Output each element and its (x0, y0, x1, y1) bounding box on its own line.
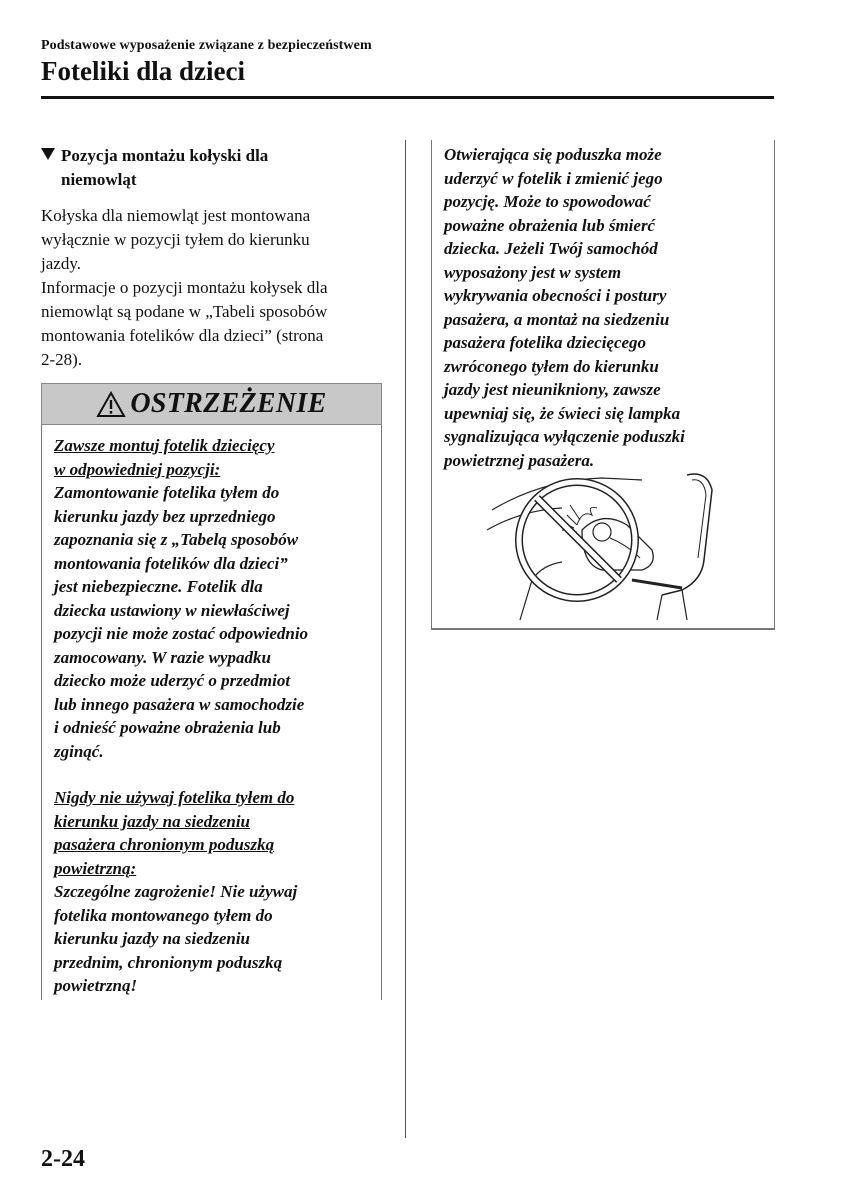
page-title: Foteliki dla dzieci (41, 56, 245, 86)
warning-text-line: Otwierająca się poduszka może (444, 145, 662, 164)
warning-text-line: sygnalizująca wyłączenie poduszki (444, 427, 685, 446)
warning-heading-line: Nigdy nie używaj fotelika tyłem do (54, 788, 295, 807)
warning-heading-line: powietrzną: (54, 858, 137, 878)
text-line: Informacje o pozycji montażu kołysek dla (41, 278, 328, 297)
warning-text-line: montowania fotelików dla dzieci” (54, 553, 288, 573)
page-number: 2-24 (41, 1146, 85, 1172)
warning-text-line: pasażera fotelika dziecięcego (444, 333, 647, 352)
warning-text-line: dziecka ustawiony w niewłaściwej (54, 600, 290, 620)
warning-text-line: jest niebezpieczne. Fotelik dla (54, 577, 263, 596)
paragraph-2 (41, 276, 381, 372)
warning-text-line: uderzyć w fotelik i zmienić jego (444, 168, 663, 188)
warning-heading-line: pasażera chronionym poduszką (54, 835, 275, 854)
warning-text-line: Zamontowanie fotelika tyłem do (54, 483, 280, 502)
text-line: 2-28). (41, 350, 83, 369)
subheading-line-2: niemowląt (61, 170, 137, 189)
subheading (41, 144, 371, 192)
section-label: Podstawowe wyposażenie związane z bezpieczeństwem (41, 38, 372, 53)
warning-text-line: przednim, chronionym poduszką (54, 952, 283, 972)
text-line: jazdy. (41, 254, 81, 273)
warning-box (41, 383, 382, 1000)
warning-title: OSTRZEŻENIE (130, 388, 327, 419)
warning-text-line: lub innego pasażera w samochodzie (54, 694, 305, 714)
text-line: wyłącznie w pozycji tyłem do kierunku (41, 230, 310, 249)
warning-text-line: dziecko może uderzyć o przedmiot (54, 671, 291, 690)
warning-heading-line: w odpowiedniej pozycji: (54, 459, 221, 479)
warning-text-line: zamocowany. W razie wypadku (54, 647, 271, 667)
warning-text-line: zginąć. (54, 741, 104, 761)
warning-text-line: wyposażony jest w system (444, 262, 622, 282)
warning-text-line: kierunku jazdy na siedzeniu (54, 929, 251, 948)
warning-text-line: dziecka. Jeżeli Twój samochód (444, 239, 658, 258)
warning-text-line: kierunku jazdy bez uprzedniego (54, 506, 276, 526)
text-line: montowania fotelików dla dzieci” (strona (41, 326, 324, 345)
warning-text-line: fotelika montowanego tyłem do (54, 905, 273, 925)
warning-text-line: Szczególne zagrożenie! Nie używaj (54, 882, 298, 901)
warning-text-line: zapoznania się z „Tabelą sposobów (54, 530, 299, 549)
warning-text-line: jazdy jest nieunikniony, zawsze (444, 380, 661, 399)
column-divider (405, 140, 406, 1138)
warning-heading-line: Zawsze montuj fotelik dziecięcy (54, 436, 275, 455)
warning-content (42, 425, 381, 998)
warning-text-line: upewniaj się, że świeci się lampka (444, 403, 681, 423)
subheading-line-1: Pozycja montażu kołyski dla (61, 146, 269, 165)
triangle-bullet-icon (41, 148, 55, 160)
warning-text-line: powietrzną! (54, 976, 138, 995)
warning-text-line: poważne obrażenia lub śmierć (444, 215, 656, 235)
title-rule (41, 96, 774, 99)
warning-heading-line: kierunku jazdy na siedzeniu (54, 811, 251, 831)
paragraph-1 (41, 204, 381, 276)
warning-triangle-icon (96, 391, 126, 418)
spacer (54, 763, 381, 786)
warning-text-line: i odnieść poważne obrażenia lub (54, 718, 281, 737)
warning-text-line: pozycji nie może zostać odpowiednio (54, 624, 309, 643)
warning-continuation-text (432, 140, 774, 472)
body-text (41, 204, 381, 372)
warning-text-line: zwróconego tyłem do kierunku (444, 356, 659, 376)
text-line: niemowląt są podane w „Tabeli sposobów (41, 302, 328, 321)
text-line: Kołyska dla niemowląt jest montowana (41, 206, 311, 225)
warning-header (41, 383, 382, 425)
warning-text-line: powietrznej pasażera. (444, 450, 595, 470)
warning-text-line: wykrywania obecności i postury (444, 286, 667, 305)
warning-continuation-box (431, 140, 775, 630)
airbag-child-seat-prohibited-illustration (482, 470, 732, 620)
warning-text-line: pozycję. Może to spowodować (444, 192, 651, 211)
warning-text-line: pasażera, a montaż na siedzeniu (444, 309, 670, 329)
